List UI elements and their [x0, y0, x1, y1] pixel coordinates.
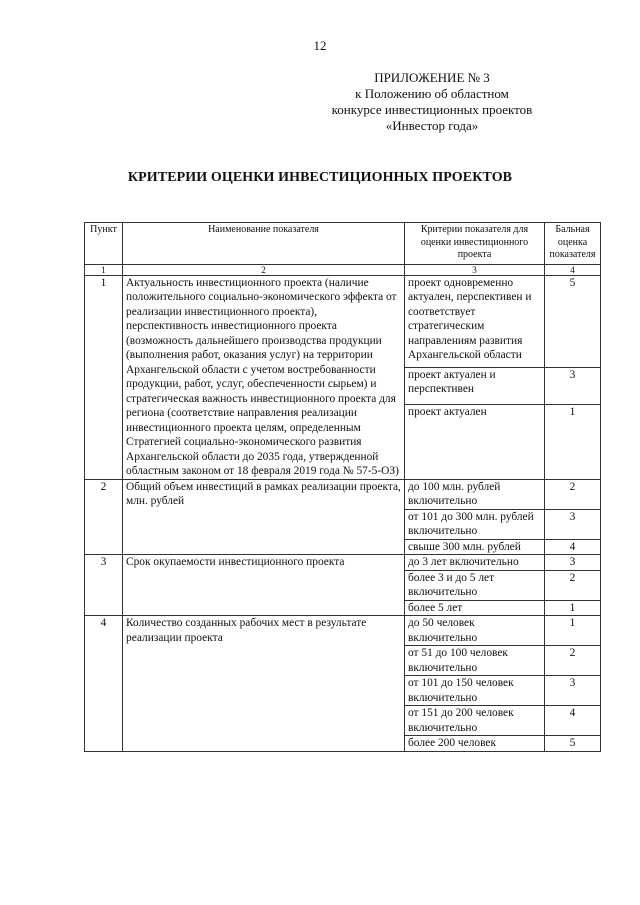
- document-title: КРИТЕРИИ ОЦЕНКИ ИНВЕСТИЦИОННЫХ ПРОЕКТОВ: [127, 170, 513, 185]
- criterion-score: 2: [545, 570, 601, 600]
- row-number: 1: [85, 275, 123, 479]
- row-number: 2: [85, 479, 123, 555]
- criterion-score: 3: [545, 367, 601, 404]
- criterion-score: 3: [545, 676, 601, 706]
- criterion-text: от 51 до 100 человек включительно: [405, 646, 545, 676]
- criterion-text: до 3 лет включительно: [405, 555, 545, 571]
- criterion-score: 2: [545, 646, 601, 676]
- header-point: Пункт: [85, 223, 123, 265]
- criterion-text: до 100 млн. рублей включительно: [405, 479, 545, 509]
- table-row: [85, 616, 601, 646]
- criterion-text: проект актуален: [405, 404, 545, 479]
- criterion-text: свыше 300 млн. рублей: [405, 539, 545, 555]
- column-number-row: [85, 264, 601, 275]
- criterion-score: 1: [545, 616, 601, 646]
- criterion-text: более 200 человек: [405, 736, 545, 752]
- criterion-score: 3: [545, 555, 601, 571]
- column-number: 1: [85, 264, 123, 275]
- row-number: 3: [85, 555, 123, 616]
- indicator-name: Количество созданных рабочих мест в результате реализации проекта: [123, 616, 405, 752]
- column-number: 4: [545, 264, 601, 275]
- appendix-block: [302, 70, 562, 134]
- indicator-name: Срок окупаемости инвестиционного проекта: [123, 555, 405, 616]
- indicator-name: Актуальность инвестиционного проекта (наличие положительного социально-экономического эффекта от реализации инвестиционного проекта), перспективность инвестиционного проекта (возможность дальнейшего производства продукции (выполнения работ, оказания услуг) на территории Архангельской области с учетом востребованности продукции, работ, услуг, обеспеченности сырьем) и стратегическая важность инвестиционного проекта для региона (соответствие направления реализации инвестиционного проекта целям, определенным Стратегией социально-экономического развития Архангельской области до 2035 года, утвержденной областным законом от 18 февраля 2019 года № 57-5-ОЗ): [123, 275, 405, 479]
- header-indicator-name: Наименование показателя: [123, 223, 405, 265]
- appendix-line: ПРИЛОЖЕНИЕ № 3: [374, 70, 490, 85]
- table-row: [85, 275, 601, 367]
- table-header-row: [85, 223, 601, 265]
- criterion-text: от 151 до 200 человек включительно: [405, 706, 545, 736]
- criterion-score: 5: [545, 275, 601, 367]
- criterion-text: до 50 человек включительно: [405, 616, 545, 646]
- table-row: [85, 555, 601, 571]
- criterion-text: от 101 до 300 млн. рублей включительно: [405, 509, 545, 539]
- appendix-line: к Положению об областном: [355, 86, 509, 101]
- header-criteria: Критерии показателя для оценки инвестиционного проекта: [405, 223, 545, 265]
- criterion-score: 1: [545, 404, 601, 479]
- criterion-score: 1: [545, 600, 601, 616]
- criterion-text: более 3 и до 5 лет включительно: [405, 570, 545, 600]
- criterion-score: 4: [545, 706, 601, 736]
- appendix-line: «Инвестор года»: [385, 118, 479, 133]
- criterion-text: проект актуален и перспективен: [405, 367, 545, 404]
- criterion-score: 2: [545, 479, 601, 509]
- criteria-table: [84, 222, 601, 752]
- page-number: 12: [313, 38, 327, 53]
- indicator-name: Общий объем инвестиций в рамках реализации проекта, млн. рублей: [123, 479, 405, 555]
- row-number: 4: [85, 616, 123, 752]
- column-number: 2: [123, 264, 405, 275]
- appendix-line: конкурсе инвестиционных проектов: [331, 102, 533, 117]
- criterion-text: более 5 лет: [405, 600, 545, 616]
- column-number: 3: [405, 264, 545, 275]
- criterion-text: проект одновременно актуален, перспективен и соответствует стратегическим направлениям развития Архангельской области: [405, 275, 545, 367]
- criterion-score: 4: [545, 539, 601, 555]
- table-row: [85, 479, 601, 509]
- header-score: Бальная оценка показателя: [545, 223, 601, 265]
- criterion-score: 3: [545, 509, 601, 539]
- criterion-score: 5: [545, 736, 601, 752]
- criterion-text: от 101 до 150 человек включительно: [405, 676, 545, 706]
